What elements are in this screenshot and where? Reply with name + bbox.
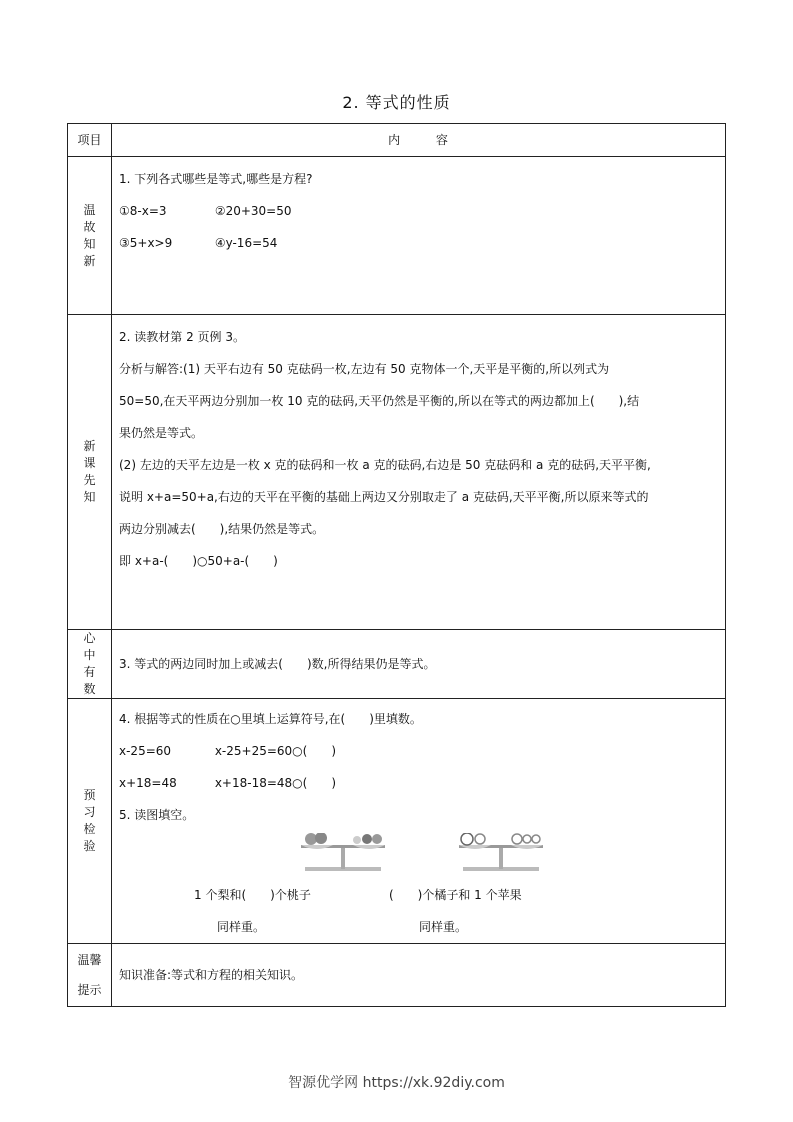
analysis-line: 果仍然是等式。 — [119, 426, 204, 440]
study-table — [67, 123, 726, 1007]
question-1: 1. 下列各式哪些是等式,哪些是方程? — [119, 172, 313, 186]
expr-2: ②20+30=50 — [214, 204, 292, 218]
equation-line: 即 x+a-( )○50+a-( ) — [119, 554, 278, 568]
section-tip — [68, 944, 726, 1007]
analysis-line: 两边分别减去( ),结果仍然是等式。 — [119, 522, 325, 536]
same-weight-2: 同样重。 — [419, 920, 468, 934]
section-review — [68, 157, 726, 315]
question-3: 3. 等式的两边同时加上或减去( )数,所得结果仍是等式。 — [119, 657, 436, 671]
balance-scale-pear-peach-icon — [297, 833, 389, 875]
question-2: 2. 读教材第 2 页例 3。 — [119, 330, 245, 344]
analysis-line: (2) 左边的天平左边是一枚 x 克的砝码和一枚 a 克的砝码,右边是 50 克砝码和 a 克的砝码,天平平衡, — [119, 458, 651, 472]
page-title: 2. 等式的性质 — [342, 93, 451, 112]
section-label: 心中有数 — [83, 631, 96, 696]
expr-3: ③5+x>9 — [119, 236, 173, 250]
footer-watermark: 智源优学网 https://xk.92diy.com — [288, 1075, 505, 1091]
section-key-point — [68, 630, 726, 699]
fill-blank-orange: ( )个橘子和 1 个苹果 — [389, 888, 522, 902]
header-row — [68, 124, 726, 157]
header-content-b: 容 — [435, 133, 450, 147]
section-check — [68, 699, 726, 944]
balance-scale-orange-apple-icon — [455, 833, 547, 875]
section-label: 新课先知 — [83, 439, 96, 504]
header-content — [112, 124, 726, 157]
expr-4: ④y-16=54 — [214, 236, 278, 250]
question-5: 5. 读图填空。 — [119, 808, 195, 822]
analysis-line: 分析与解答:(1) 天平右边有 50 克砝码一枚,左边有 50 克物体一个,天平是平衡的,所以列式为 — [119, 362, 610, 376]
question-4: 4. 根据等式的性质在○里填上运算符号,在( )里填数。 — [119, 712, 422, 726]
tip-label-b: 提示 — [77, 983, 102, 997]
analysis-line: 50=50,在天平两边分别加一枚 10 克的砝码,天平仍然是平衡的,所以在等式的两边都加上( ),结 — [119, 394, 640, 408]
equation-a: x-25=60 — [119, 744, 172, 758]
same-weight-1: 同样重。 — [217, 920, 266, 934]
section-preview — [68, 315, 726, 630]
balance-images — [119, 831, 719, 879]
analysis-line: 说明 x+a=50+a,右边的天平在平衡的基础上两边又分别取走了 a 克砝码,天平平衡,所以原来等式的 — [119, 490, 649, 504]
header-project: 项目 — [68, 124, 112, 157]
equation-b: x+18=48 — [119, 776, 177, 790]
fill-blank-pear: 1 个梨和( )个桃子 — [194, 888, 311, 902]
expr-1: ①8-x=3 — [119, 204, 167, 218]
section-label: 预习检验 — [83, 788, 96, 853]
tip-text: 知识准备:等式和方程的相关知识。 — [119, 968, 304, 982]
tip-label-a: 温馨 — [77, 953, 102, 967]
equation-a-step: x-25+25=60○( ) — [214, 744, 337, 758]
equation-b-step: x+18-18=48○( ) — [214, 776, 337, 790]
header-content-a: 内 — [388, 133, 403, 147]
section-label: 温故知新 — [83, 202, 96, 268]
